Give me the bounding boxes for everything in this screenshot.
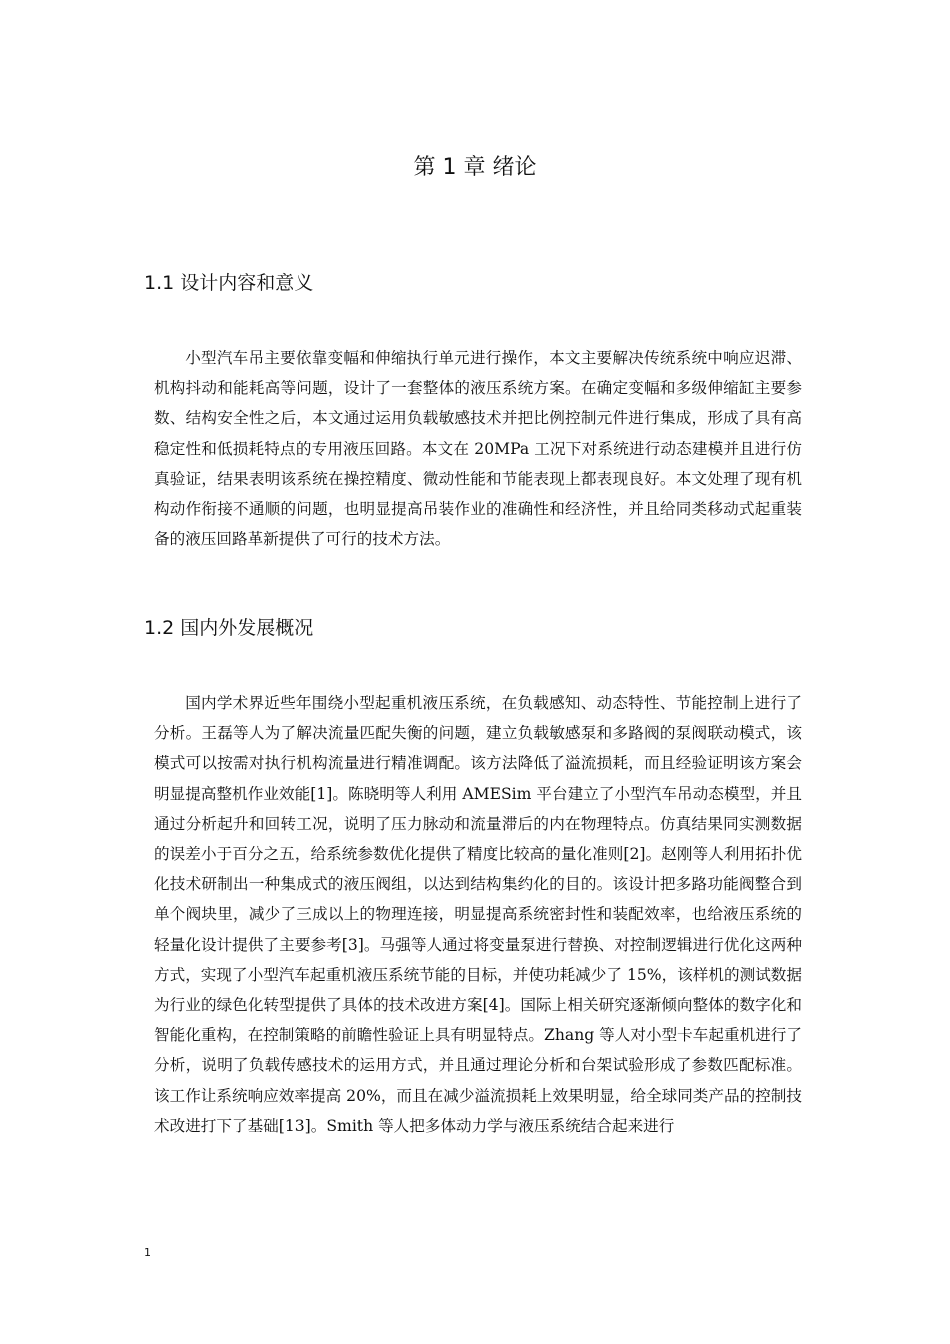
chapter-title: 第 1 章 绪论	[413, 155, 537, 180]
section-heading-1-2: 1.2 国内外发展概况	[144, 617, 314, 639]
section-heading-1-1: 1.1 设计内容和意义	[144, 272, 314, 294]
section-1-2-paragraph: 国内学术界近些年围绕小型起重机液压系统，在负载感知、动态特性、节能控制上进行了分析。王磊等人为了解决流量匹配失衡的问题，建立负载敏感泵和多路阀的泵阀联动模式，该模式可以按需对执行机构流量进行精准调配。该方法降低了溢流损耗，而且经验证明该方案会明显提高整机作业效能[1]。陈晓明等人利用 AMESim 平台建立了小型汽车吊动态模型，并且通过分析起升和回转工况，说明了压力脉动和流量滞后的内在物理特点。仿真结果同实测数据的误差小于百分之五，给系统参数优化提供了精度比较高的量化准则[2]。赵刚等人利用拓扑优化技术研制出一种集成式的液压阀组，以达到结构集约化的目的。该设计把多路功能阀整合到单个阀块里，减少了三成以上的物理连接，明显提高系统密封性和装配效率，也给液压系统的轻量化设计提供了主要参考[3]。马强等人通过将变量泵进行替换、对控制逻辑进行优化这两种方式，实现了小型汽车起重机液压系统节能的目标，并使功耗减少了 15%，该样机的测试数据为行业的绿色化转型提供了具体的技术改进方案[4]。国际上相关研究逐渐倾向整体的数字化和智能化重构，在控制策略的前瞻性验证上具有明显特点。Zhang 等人对小型卡车起重机进行了分析，说明了负载传感技术的运用方式，并且通过理论分析和台架试验形成了参数匹配标准。该工作让系统响应效率提高 20%，而且在减少溢流损耗上效果明显，给全球同类产品的控制技术改进打下了基础[13]。Smith 等人把多体动力学与液压系统结合起来进行	[154, 694, 802, 1135]
page-number: 1	[144, 1246, 151, 1259]
section-1-1-paragraph: 小型汽车吊主要依靠变幅和伸缩执行单元进行操作，本文主要解决传统系统中响应迟滞、机构抖动和能耗高等问题，设计了一套整体的液压系统方案。在确定变幅和多级伸缩缸主要参数、结构安全性之后，本文通过运用负载敏感技术并把比例控制元件进行集成，形成了具有高稳定性和低损耗特点的专用液压回路。本文在 20MPa 工况下对系统进行动态建模并且进行仿真验证，结果表明该系统在操控精度、微动性能和节能表现上都表现良好。本文处理了现有机构动作衔接不通顺的问题，也明显提高吊装作业的准确性和经济性，并且给同类移动式起重装备的液压回路革新提供了可行的技术方法。	[154, 349, 802, 549]
